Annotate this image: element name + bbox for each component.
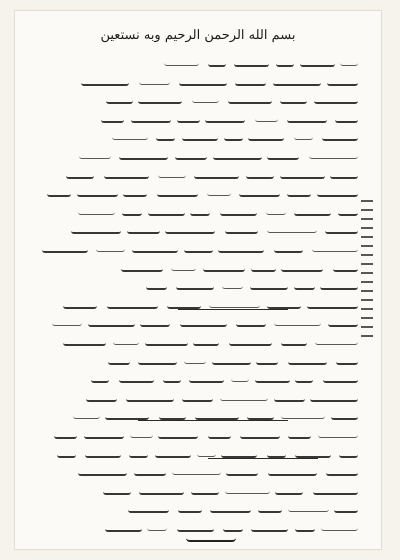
manuscript-line [38,255,358,275]
manuscript-line [38,348,358,368]
handwriting-stroke [338,205,358,216]
handwriting-stroke [81,75,129,86]
handwriting-stroke [158,168,186,178]
handwriting-stroke [63,298,97,309]
handwriting-stroke [123,186,147,197]
manuscript-line [38,441,358,461]
handwriting-stroke [267,223,317,233]
handwriting-stroke [225,484,270,494]
margin-annotation [361,200,373,340]
handwriting-stroke [275,484,303,495]
handwriting-stroke [246,168,274,179]
handwriting-stroke [184,242,213,253]
handwriting-stroke [224,130,243,141]
handwriting-stroke [88,316,135,327]
handwriting-stroke [266,205,286,215]
handwriting-stroke [138,93,182,104]
handwriting-stroke [247,409,274,420]
handwriting-stroke [139,484,184,495]
handwriting-stroke [66,168,94,179]
handwriting-stroke [165,223,215,234]
handwriting-stroke [146,279,167,290]
handwriting-stroke [330,168,358,179]
handwriting-stroke [326,465,358,476]
manuscript-line [38,106,358,126]
manuscript-line [38,236,358,256]
handwriting-stroke [105,409,149,420]
handwriting-stroke [212,354,251,365]
handwriting-stroke [235,75,266,86]
handwriting-stroke [274,242,303,253]
handwriting-stroke [157,186,198,197]
handwriting-stroke [274,391,305,402]
handwriting-stroke [147,521,167,531]
manuscript-line [38,329,358,349]
handwriting-stroke [280,168,325,179]
handwriting-stroke [108,354,130,365]
handwriting-stroke [197,447,216,457]
handwriting-stroke [310,391,358,402]
manuscript-line [38,385,358,405]
handwriting-stroke [281,335,307,346]
handwriting-stroke [208,56,226,67]
handwriting-stroke [234,56,269,67]
handwriting-stroke [54,428,77,439]
basmala-heading: بسم الله الرحمن الرحيم وبه نستعين [100,28,296,43]
handwriting-stroke [182,391,213,402]
handwriting-stroke [335,112,358,123]
manuscript-line [38,162,358,182]
handwriting-stroke [96,242,125,252]
handwriting-stroke [148,205,185,216]
handwriting-stroke [281,409,325,419]
handwriting-stroke [107,298,158,309]
handwriting-stroke [236,316,266,327]
handwriting-stroke [193,335,219,346]
handwriting-stroke [314,93,358,104]
handwriting-stroke [47,186,71,197]
handwriting-stroke [205,112,245,123]
handwriting-stroke [213,149,262,160]
handwriting-stroke [78,465,127,476]
handwriting-stroke [122,205,142,216]
handwriting-stroke [189,372,224,383]
manuscript-line [38,217,358,237]
handwriting-stroke [159,409,186,420]
handwriting-stroke [194,168,239,179]
manuscript-line [38,87,358,107]
handwriting-stroke [220,205,257,216]
handwriting-stroke [287,186,311,197]
handwriting-stroke [295,372,313,383]
handwriting-stroke [129,447,148,458]
manuscript-sheet [14,10,382,550]
handwriting-stroke [218,242,264,253]
handwriting-stroke [134,465,166,476]
manuscript-line [38,366,358,386]
manuscript-line [38,124,358,144]
handwriting-stroke [121,261,163,272]
handwriting-stroke [175,149,207,160]
handwriting-stroke [239,186,280,197]
handwriting-stroke [127,223,160,234]
handwriting-stroke [158,428,198,439]
handwriting-stroke [220,391,268,401]
handwriting-stroke [295,521,315,532]
handwriting-stroke [178,502,202,513]
manuscript-line [38,403,358,423]
handwriting-stroke [91,372,109,383]
manuscript-line [38,69,358,89]
handwriting-stroke [113,335,139,345]
handwriting-stroke [155,447,191,458]
handwriting-stroke [119,149,168,160]
handwriting-stroke [78,205,115,215]
handwriting-stroke [295,447,331,458]
handwriting-stroke [210,502,251,513]
handwriting-stroke [179,75,227,86]
handwriting-stroke [331,409,358,420]
handwriting-stroke [248,130,284,141]
handwriting-stroke [294,130,313,140]
handwriting-stroke [57,447,76,458]
handwriting-stroke [267,298,301,309]
manuscript-line [38,180,358,200]
manuscript-line [38,478,358,498]
handwriting-stroke [250,279,288,290]
handwriting-stroke [318,428,358,438]
handwriting-stroke [323,372,358,383]
handwriting-stroke [320,279,358,290]
handwriting-stroke [126,391,174,402]
handwriting-stroke [325,223,358,234]
handwriting-stroke [255,372,290,383]
handwriting-stroke [73,409,100,419]
handwriting-stroke [294,205,331,216]
manuscript-line [38,50,358,70]
handwriting-stroke [167,298,201,309]
handwriting-stroke [176,279,214,290]
handwriting-stroke [156,130,175,141]
handwriting-stroke [339,447,358,458]
handwriting-stroke [182,130,218,141]
handwriting-stroke [132,242,178,253]
handwriting-stroke [105,521,142,532]
handwriting-stroke [281,261,323,272]
handwriting-stroke [300,56,335,67]
handwriting-stroke [328,316,358,327]
handwriting-stroke [172,465,221,475]
handwriting-stroke [287,112,327,123]
manuscript-line [38,310,358,330]
handwriting-stroke [322,130,358,141]
handwriting-stroke [321,521,358,531]
handwriting-stroke [288,428,311,439]
handwriting-stroke [77,186,118,197]
handwriting-stroke [71,223,121,234]
handwriting-stroke [112,130,148,140]
handwriting-stroke [163,372,181,383]
handwriting-stroke [86,391,117,402]
handwriting-stroke [192,93,219,103]
handwriting-stroke [164,56,199,66]
handwriting-stroke [267,149,299,160]
handwriting-stroke [106,93,133,104]
handwriting-stroke [84,428,124,439]
handwriting-stroke [315,335,358,345]
handwriting-stroke [63,335,106,346]
handwriting-stroke [221,447,257,458]
manuscript-line [38,199,358,219]
handwriting-stroke [276,56,294,67]
handwriting-stroke [203,261,245,272]
handwriting-stroke [131,112,171,123]
manuscript-line [38,422,358,442]
manuscript-line [38,273,358,293]
handwriting-stroke [145,335,188,346]
handwriting-stroke [138,354,177,365]
manuscript-body [38,50,358,520]
manuscript-line [38,143,358,163]
handwriting-stroke [79,149,111,159]
manuscript-line [38,459,358,479]
handwriting-stroke [119,372,154,383]
handwriting-stroke [171,261,196,271]
handwriting-stroke [209,298,260,308]
handwriting-stroke [251,521,288,532]
handwriting-stroke [191,484,219,495]
handwriting-stroke [333,261,358,272]
handwriting-stroke [207,186,231,196]
handwriting-stroke [184,354,206,364]
handwriting-stroke [208,428,231,439]
handwriting-stroke [190,205,210,216]
handwriting-stroke [229,335,272,346]
handwriting-stroke [336,354,358,365]
handwriting-stroke [267,447,286,458]
handwriting-stroke [274,316,321,326]
handwriting-stroke [317,186,358,197]
handwriting-stroke [226,465,258,476]
handwriting-stroke [334,502,358,513]
handwriting-stroke [273,75,321,86]
handwriting-stroke [231,372,249,382]
handwriting-stroke [288,502,329,512]
handwriting-stroke [294,279,315,290]
handwriting-stroke [180,316,227,327]
handwriting-stroke [130,428,153,438]
handwriting-stroke [228,93,272,104]
handwriting-stroke [312,242,358,252]
handwriting-stroke [52,316,82,326]
handwriting-stroke [256,354,278,365]
handwriting-stroke [313,484,358,495]
handwriting-stroke [258,502,282,513]
handwriting-stroke [140,316,170,327]
handwriting-stroke [307,298,358,309]
handwriting-stroke [85,447,121,458]
handwriting-stroke [225,223,258,234]
handwriting-stroke [268,465,317,476]
handwriting-stroke [195,409,239,420]
handwriting-stroke [280,93,307,104]
handwriting-stroke [101,112,124,123]
handwriting-stroke [327,75,358,86]
colophon-mark [186,530,236,542]
handwriting-stroke [255,112,278,122]
handwriting-stroke [240,428,280,439]
handwriting-stroke [309,149,358,159]
handwriting-stroke [139,75,170,85]
handwriting-stroke [222,279,243,289]
handwriting-stroke [128,502,169,513]
manuscript-line [38,496,358,516]
handwriting-stroke [251,261,276,272]
handwriting-stroke [177,112,200,123]
manuscript-line [38,292,358,312]
handwriting-stroke [104,168,149,179]
handwriting-stroke [42,242,88,253]
handwriting-stroke [288,354,327,365]
handwriting-stroke [340,56,358,66]
handwriting-stroke [103,484,131,495]
